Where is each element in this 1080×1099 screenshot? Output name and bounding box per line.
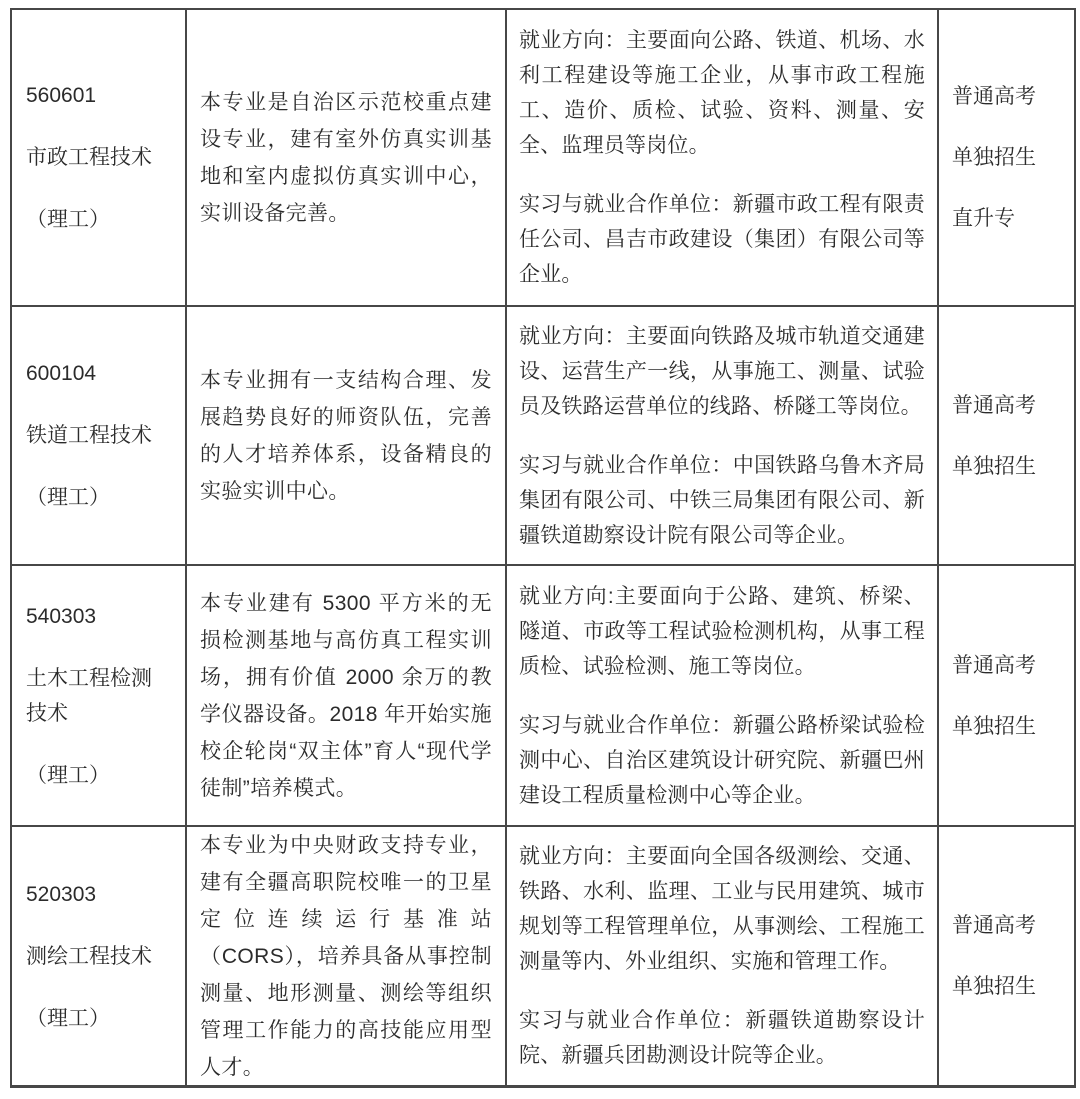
major-description: 本专业为中央财政支持专业，建有全疆高职院校唯一的卫星定位连续运行基准站（CORS），培养具备从事控制测量、地形测量、测绘等组织管理工作能力的高技能应用型人才。 <box>200 833 492 1079</box>
major-description: 本专业是自治区示范校重点建设专业，建有室外仿真实训基地和室内虚拟仿真实训中心，实训设备完善。 <box>200 90 492 225</box>
major-name: 市政工程技术 <box>26 146 152 169</box>
employment-direction: 就业方向：主要面向全国各级测绘、交通、铁路、水利、监理、工业与民用建筑、城市规划等工程管理单位，从事测绘、工程施工测量等内、外业组织、实施和管理工作。 <box>519 845 925 973</box>
admission-type: 普通高考 <box>952 393 1036 417</box>
employment-cell <box>507 566 939 827</box>
major-description: 本专业建有 5300 平方米的无损检测基地与高仿真工程实训场，拥有价值 2000 余万的教学仪器设备。2018 年开始实施校企轮岗“双主体”育人“现代学徒制”培养模式。 <box>200 591 492 800</box>
admission-type: 普通高考 <box>952 85 1036 108</box>
admission-type: 单独招生 <box>952 454 1036 478</box>
employment-direction: 就业方向：主要面向公路、铁道、机场、水利工程建设等施工企业，从事市政工程施工、造价、质检、试验、资料、测量、安全、监理员等岗位。 <box>519 29 925 157</box>
major-code: 520303 <box>26 882 97 906</box>
major-name: 土木工程检测技术 <box>26 666 152 725</box>
admission-cell <box>939 307 1074 566</box>
major-code: 560601 <box>26 84 97 107</box>
major-name: 测绘工程技术 <box>26 944 152 968</box>
major-code-cell <box>12 566 187 827</box>
majors-table <box>10 8 1076 1088</box>
admission-cell <box>939 10 1074 307</box>
major-description-cell <box>187 10 507 307</box>
admission-type: 单独招生 <box>952 714 1036 738</box>
employment-cell <box>507 827 939 1085</box>
major-category: （理工） <box>26 486 110 509</box>
major-code: 600104 <box>26 362 97 385</box>
employment-cell <box>507 307 939 566</box>
major-description-cell <box>187 827 507 1085</box>
admission-cell <box>939 566 1074 827</box>
admission-type: 普通高考 <box>952 653 1036 677</box>
partner-companies: 实习与就业合作单位：新疆公路桥梁试验检测中心、自治区建筑设计研究院、新疆巴州建设工程质量检测中心等企业。 <box>519 713 925 807</box>
major-category: （理工） <box>26 1006 110 1030</box>
major-code-cell <box>12 10 187 307</box>
employment-direction: 就业方向：主要面向铁路及城市轨道交通建设、运营生产一线，从事施工、测量、试验员及铁路运营单位的线路、桥隧工等岗位。 <box>519 324 925 418</box>
employment-direction: 就业方向:主要面向于公路、建筑、桥梁、隧道、市政等工程试验检测机构，从事工程质检、试验检测、施工等岗位。 <box>519 584 925 678</box>
major-code: 540303 <box>26 604 97 628</box>
employment-cell <box>507 10 939 307</box>
admission-cell <box>939 827 1074 1085</box>
major-name: 铁道工程技术 <box>26 424 152 447</box>
major-code-cell <box>12 827 187 1085</box>
major-description-cell <box>187 566 507 827</box>
partner-companies: 实习与就业合作单位：新疆铁道勘察设计院、新疆兵团勘测设计院等企业。 <box>519 1009 925 1067</box>
partner-companies: 实习与就业合作单位：新疆市政工程有限责任公司、昌吉市政建设（集团）有限公司等企业。 <box>519 193 925 286</box>
major-category: （理工） <box>26 763 110 787</box>
admission-type: 直升专 <box>952 207 1015 230</box>
major-category: （理工） <box>26 208 110 231</box>
admission-type: 普通高考 <box>952 914 1036 937</box>
partner-companies: 实习与就业合作单位：中国铁路乌鲁木齐局集团有限公司、中铁三局集团有限公司、新疆铁道勘察设计院有限公司等企业。 <box>519 453 925 547</box>
admission-type: 单独招生 <box>952 146 1036 169</box>
major-description-cell <box>187 307 507 566</box>
admission-type: 单独招生 <box>952 975 1036 998</box>
major-description: 本专业拥有一支结构合理、发展趋势良好的师资队伍，完善的人才培养体系，设备精良的实验实训中心。 <box>200 368 492 503</box>
major-code-cell <box>12 307 187 566</box>
